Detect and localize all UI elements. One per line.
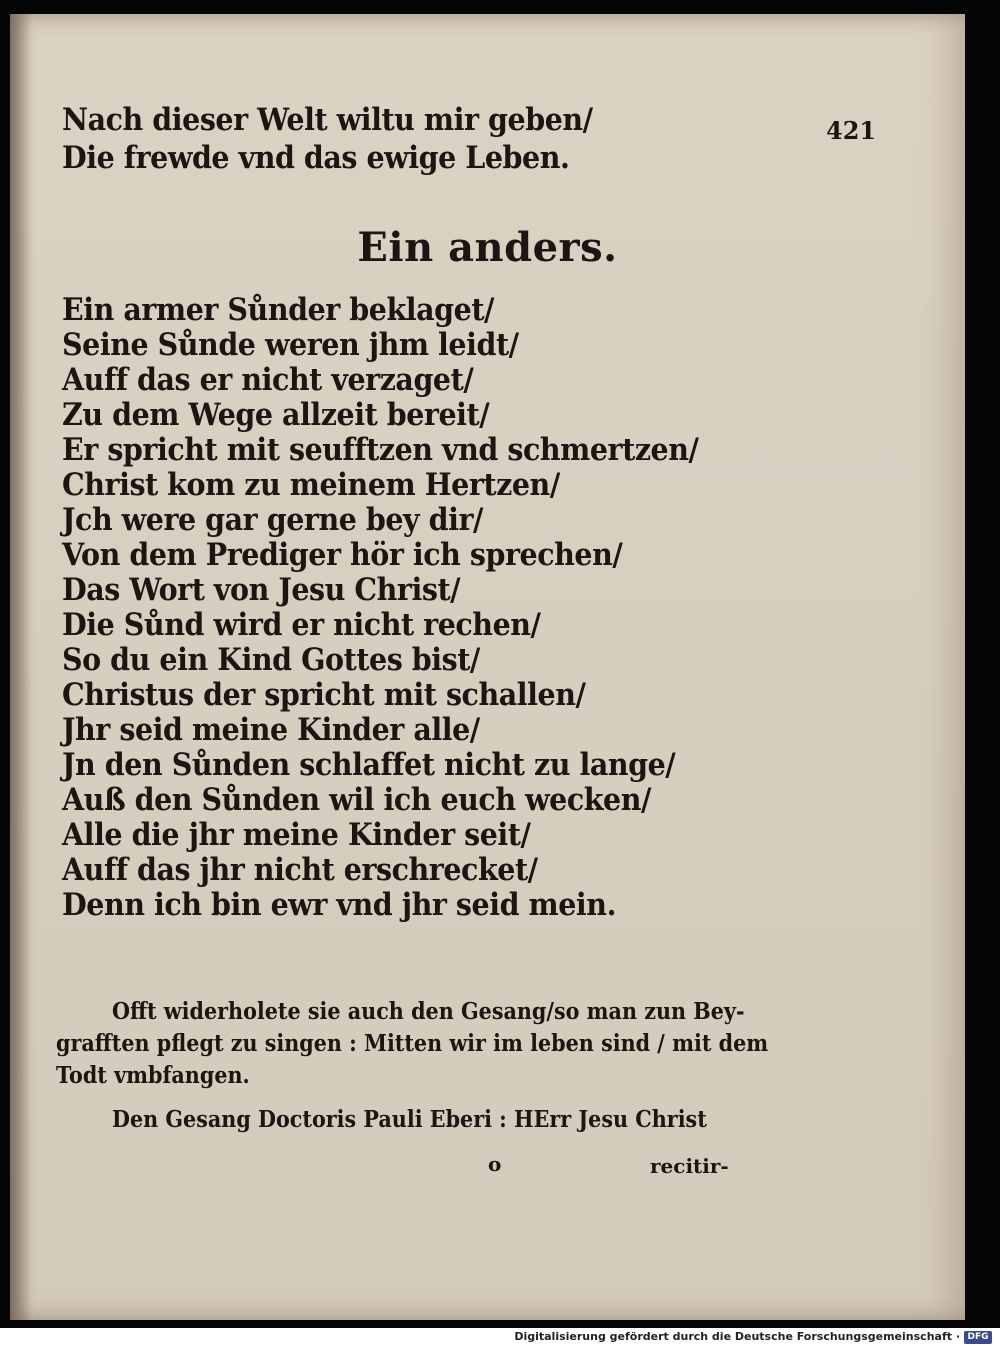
verse-line: Jhr seid meine Kinder alle/	[62, 712, 480, 748]
top-line: Die frewde vnd das ewige Leben.	[62, 140, 570, 176]
verse-line: Auff das jhr nicht erschrecket/	[62, 852, 538, 888]
book-page	[10, 14, 965, 1320]
verse-line: Jn den Sůnden schlaffet nicht zu lange/	[62, 747, 676, 783]
verse-line: Auff das er nicht verzaget/	[62, 362, 474, 398]
verse-line: Das Wort von Jesu Christ/	[62, 572, 461, 608]
verse-line: Denn ich bin ewr vnd jhr seid mein.	[62, 887, 617, 923]
verse-line: Jch were gar gerne bey dir/	[62, 502, 484, 538]
paragraph-line: Den Gesang Doctoris Pauli Eberi : HErr Jesu Christ	[112, 1106, 707, 1133]
paragraph-line: Offt widerholete sie auch den Gesang/so man zun Bey-	[112, 998, 745, 1025]
verse-line: Zu dem Wege allzeit bereit/	[62, 397, 490, 433]
page-number: 421	[826, 116, 877, 145]
verse-line: Seine Sůnde weren jhm leidt/	[62, 327, 519, 363]
verse-line: Die Sůnd wird er nicht rechen/	[62, 607, 541, 643]
verse-line: Christus der spricht mit schallen/	[62, 677, 586, 713]
verse-line: Christ kom zu meinem Hertzen/	[62, 467, 560, 503]
catchword: recitir-	[650, 1154, 729, 1178]
dfg-logo: DFG	[964, 1331, 992, 1344]
verse-line: Von dem Prediger hör ich sprechen/	[62, 537, 623, 573]
verse-line: Alle die jhr meine Kinder seit/	[62, 817, 531, 853]
section-heading: Ein anders.	[357, 224, 618, 271]
paragraph-line: Todt vmbfangen.	[56, 1062, 250, 1089]
paragraph-line: grafften pflegt zu singen : Mitten wir im leben sind / mit dem	[56, 1030, 769, 1057]
verse-line: Auß den Sůnden wil ich euch wecken/	[62, 782, 651, 818]
top-line: Nach dieser Welt wiltu mir geben/	[62, 102, 593, 138]
signature-mark: o	[488, 1152, 502, 1176]
verse-line: Ein armer Sůnder beklaget/	[62, 292, 495, 328]
funding-notice: Digitalisierung gefördert durch die Deutsche Forschungsgemeinschaft ·	[514, 1330, 960, 1343]
gutter-shadow	[10, 14, 32, 1320]
footer-bar	[0, 1328, 1000, 1348]
verse-line: Er spricht mit seufftzen vnd schmertzen/	[62, 432, 699, 468]
verse-line: So du ein Kind Gottes bist/	[62, 642, 480, 678]
